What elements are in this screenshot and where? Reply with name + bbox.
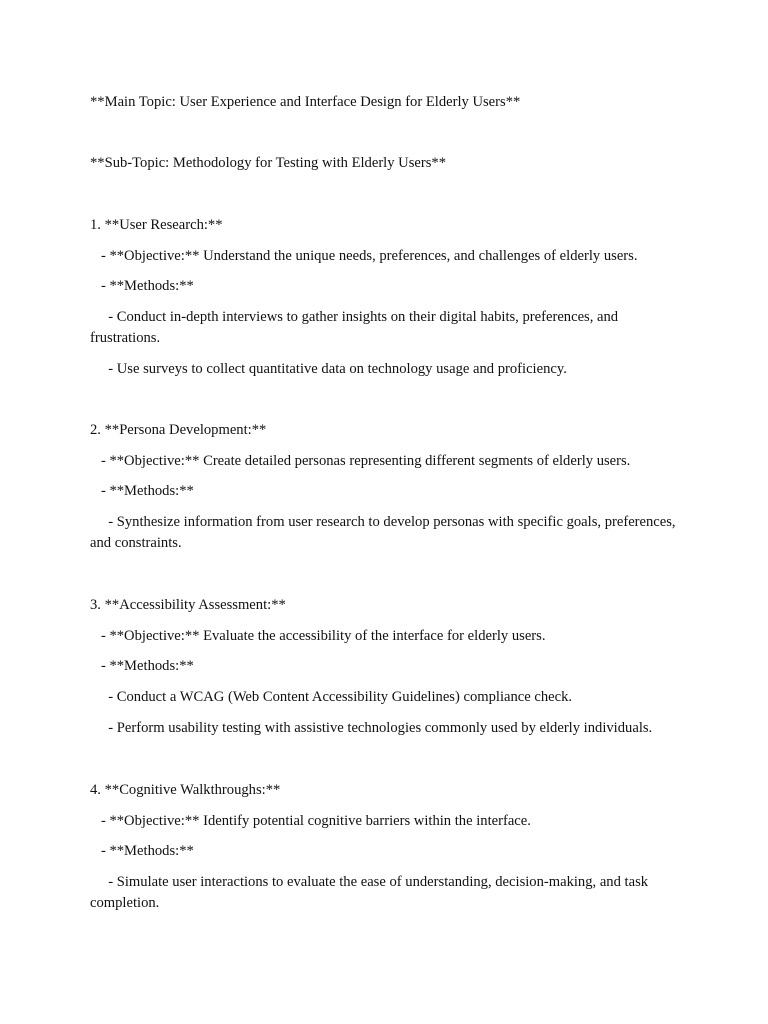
section-objective: - **Objective:** Understand the unique needs, preferences, and challenges of elderly users.	[90, 248, 638, 264]
method-item: - Conduct in-depth interviews to gather insights on their digital habits, preferences, and frustrations.	[90, 309, 622, 346]
method-item: - Perform usability testing with assistive technologies commonly used by elderly individuals.	[90, 720, 653, 736]
section-heading: 4. **Cognitive Walkthroughs:**	[90, 782, 281, 798]
section-methods-label: - **Methods:**	[90, 278, 194, 294]
section-methods-label: - **Methods:**	[90, 843, 194, 859]
sub-topic: **Sub-Topic: Methodology for Testing with Elderly Users**	[90, 155, 447, 171]
method-item: - Use surveys to collect quantitative data on technology usage and proficiency.	[90, 361, 567, 377]
section-methods-label: - **Methods:**	[90, 483, 194, 499]
section-objective: - **Objective:** Identify potential cognitive barriers within the interface.	[90, 813, 531, 829]
section-heading: 3. **Accessibility Assessment:**	[90, 597, 286, 613]
method-item: - Synthesize information from user research to develop personas with specific goals, preferences, and constraints.	[90, 514, 680, 551]
section-heading: 1. **User Research:**	[90, 217, 223, 233]
section-objective: - **Objective:** Evaluate the accessibility of the interface for elderly users.	[90, 628, 546, 644]
method-item: - Simulate user interactions to evaluate the ease of understanding, decision-making, and task completion.	[90, 874, 652, 911]
section-heading: 2. **Persona Development:**	[90, 422, 267, 438]
main-topic: **Main Topic: User Experience and Interface Design for Elderly Users**	[90, 94, 521, 110]
section-objective: - **Objective:** Create detailed personas representing different segments of elderly users.	[90, 453, 631, 469]
method-item: - Conduct a WCAG (Web Content Accessibility Guidelines) compliance check.	[90, 689, 573, 705]
section-methods-label: - **Methods:**	[90, 658, 194, 674]
